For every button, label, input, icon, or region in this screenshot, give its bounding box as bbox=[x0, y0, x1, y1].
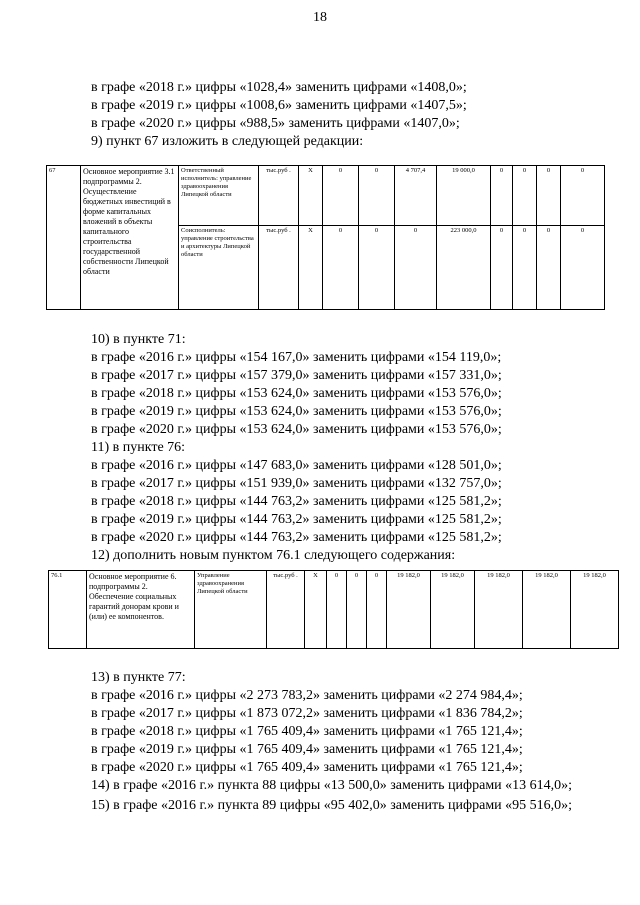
x-cell: Х bbox=[305, 571, 327, 649]
value-cell: 19 182,0 bbox=[523, 571, 571, 649]
value-cell: 0 bbox=[327, 571, 347, 649]
text-line: в графе «2018 г.» цифры «144 763,2» заменить цифрами «125 581,2»; bbox=[91, 494, 502, 509]
text-line: в графе «2020 г.» цифры «144 763,2» заменить цифрами «125 581,2»; bbox=[91, 530, 502, 545]
table-row bbox=[49, 571, 619, 649]
measure-name: Основное мероприятие 6. подпрограммы 2. Обеспечение социальных гарантий донорам крови и (или) ее компонентов. bbox=[87, 571, 195, 649]
table-item-67 bbox=[46, 165, 605, 310]
text-line: 11) в пункте 76: bbox=[91, 440, 186, 455]
page-number: 18 bbox=[313, 10, 327, 25]
value-cell: 0 bbox=[359, 166, 395, 226]
amendment-block-1 bbox=[91, 79, 591, 151]
value-cell: 0 bbox=[347, 571, 367, 649]
text-line: в графе «2020 г.» цифры «988,5» заменить цифрами «1407,0»; bbox=[91, 116, 460, 131]
text-line: 9) пункт 67 изложить в следующей редакции: bbox=[91, 134, 364, 149]
table-item-76-1 bbox=[48, 570, 619, 649]
value-cell: 4 707,4 bbox=[395, 166, 437, 226]
value-cell: 0 bbox=[537, 166, 561, 226]
text-line: в графе «2016 г.» цифры «147 683,0» заменить цифрами «128 501,0»; bbox=[91, 458, 502, 473]
value-cell: 0 bbox=[561, 166, 605, 226]
unit: тыс.руб . bbox=[267, 571, 305, 649]
text-line: в графе «2018 г.» цифры «1 765 409,4» заменить цифрами «1 765 121,4»; bbox=[91, 724, 523, 739]
value-cell: 223 000,0 bbox=[437, 226, 491, 310]
text-line: в графе «2017 г.» цифры «1 873 072,2» заменить цифрами «1 836 784,2»; bbox=[91, 706, 523, 721]
value-cell: 19 182,0 bbox=[431, 571, 475, 649]
unit: тыс.руб . bbox=[259, 226, 299, 310]
value-cell: 0 bbox=[491, 226, 513, 310]
text-line: 12) дополнить новым пунктом 76.1 следующего содержания: bbox=[91, 548, 456, 563]
amendment-block-4 bbox=[64, 777, 579, 817]
text-line: 10) в пункте 71: bbox=[91, 332, 186, 347]
text-line: в графе «2017 г.» цифры «151 939,0» заменить цифрами «132 757,0»; bbox=[91, 476, 502, 491]
text-line: в графе «2016 г.» цифры «154 167,0» заменить цифрами «154 119,0»; bbox=[91, 350, 502, 365]
value-cell: 0 bbox=[395, 226, 437, 310]
text-line: в графе «2017 г.» цифры «157 379,0» заменить цифрами «157 331,0»; bbox=[91, 368, 502, 383]
executor: Ответственный исполнитель: управление здравоохранения Липецкой области bbox=[179, 166, 259, 226]
value-cell: 19 000,0 bbox=[437, 166, 491, 226]
executor: Соисполнитель: управление строительства и архитектуры Липецкой области bbox=[179, 226, 259, 310]
amendment-block-3 bbox=[91, 669, 591, 777]
value-cell: 0 bbox=[561, 226, 605, 310]
text-line: в графе «2019 г.» цифры «1 765 409,4» заменить цифрами «1 765 121,4»; bbox=[91, 742, 523, 757]
text-line: в графе «2019 г.» цифры «1008,6» заменить цифрами «1407,5»; bbox=[91, 98, 467, 113]
unit: тыс.руб . bbox=[259, 166, 299, 226]
table-row bbox=[47, 166, 605, 226]
paragraph-14: 14) в графе «2016 г.» пункта 88 цифры «13 500,0» заменить цифрами «13 614,0»; bbox=[91, 778, 573, 793]
text-line: 13) в пункте 77: bbox=[91, 670, 186, 685]
value-cell: 0 bbox=[359, 226, 395, 310]
text-line: в графе «2016 г.» цифры «2 273 783,2» заменить цифрами «2 274 984,4»; bbox=[91, 688, 523, 703]
paragraph-15: 15) в графе «2016 г.» пункта 89 цифры «95 402,0» заменить цифрами «95 516,0»; bbox=[91, 798, 573, 813]
x-cell: Х bbox=[299, 226, 323, 310]
x-cell: Х bbox=[299, 166, 323, 226]
text-line: в графе «2018 г.» цифры «1028,4» заменить цифрами «1408,0»; bbox=[91, 80, 467, 95]
text-line: в графе «2018 г.» цифры «153 624,0» заменить цифрами «153 576,0»; bbox=[91, 386, 502, 401]
text-line: в графе «2019 г.» цифры «153 624,0» заменить цифрами «153 576,0»; bbox=[91, 404, 502, 419]
row-number: 67 bbox=[47, 166, 81, 310]
text-line: в графе «2020 г.» цифры «1 765 409,4» заменить цифрами «1 765 121,4»; bbox=[91, 760, 523, 775]
text-line: в графе «2019 г.» цифры «144 763,2» заменить цифрами «125 581,2»; bbox=[91, 512, 502, 527]
value-cell: 0 bbox=[491, 166, 513, 226]
executor: Управление здравоохранения Липецкой области bbox=[195, 571, 267, 649]
value-cell: 0 bbox=[537, 226, 561, 310]
value-cell: 0 bbox=[513, 226, 537, 310]
amendment-block-2 bbox=[91, 331, 591, 565]
text-line: в графе «2020 г.» цифры «153 624,0» заменить цифрами «153 576,0»; bbox=[91, 422, 502, 437]
value-cell: 19 182,0 bbox=[475, 571, 523, 649]
value-cell: 0 bbox=[323, 226, 359, 310]
value-cell: 19 182,0 bbox=[387, 571, 431, 649]
row-number: 76.1 bbox=[49, 571, 87, 649]
value-cell: 0 bbox=[323, 166, 359, 226]
measure-name: Основное мероприятие 3.1 подпрограммы 2. Осуществление бюджетных инвестиций в форме капитальных вложений в объекты капитального строительства государственной собственности Липецкой области bbox=[81, 166, 179, 310]
value-cell: 0 bbox=[513, 166, 537, 226]
value-cell: 19 182,0 bbox=[571, 571, 619, 649]
value-cell: 0 bbox=[367, 571, 387, 649]
